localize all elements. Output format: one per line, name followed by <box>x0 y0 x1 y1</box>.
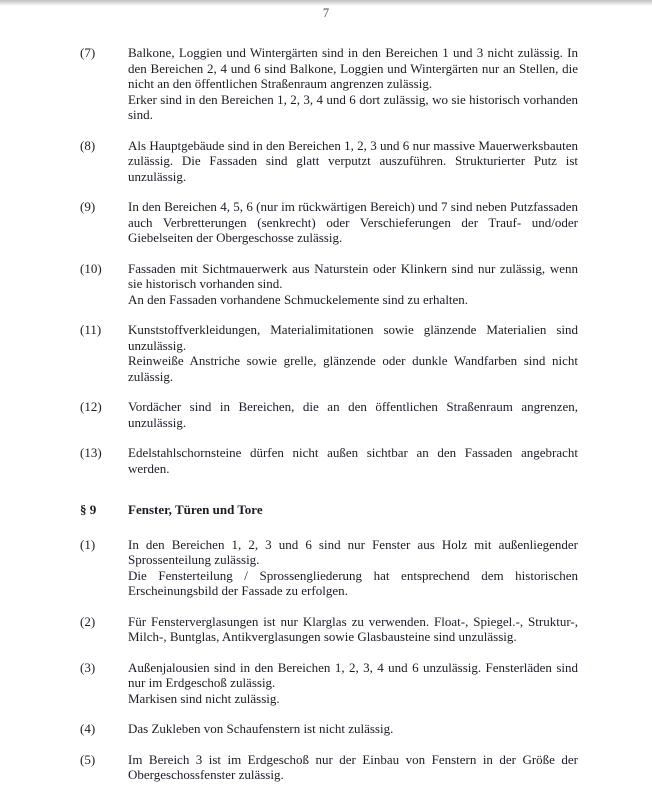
paragraph-item <box>80 45 578 123</box>
paragraph-item <box>80 445 578 476</box>
paragraph-body <box>128 261 578 308</box>
paragraph-body <box>128 752 578 783</box>
paragraph-number: (12) <box>80 399 102 414</box>
paragraph-item <box>80 199 578 246</box>
paragraph-number: (10) <box>80 260 102 276</box>
paragraph-item <box>80 322 578 384</box>
paragraph-text: Für Fensterverglasungen ist nur Klarglas zu verwenden. Float-, Spiegel.-, Struktur-, Milch-, Buntglas, Antikverglasungen sowie Glasbausteine sind unzulässig. <box>128 613 578 644</box>
paragraph-number: (13) <box>80 445 102 460</box>
paragraph-number: (3) <box>80 659 96 675</box>
paragraph-item <box>80 537 578 599</box>
paragraph-text: Außenjalousien sind in den Bereichen 1, 2, 3, 4 und 6 unzulässig. Fensterläden sind nur im Erdgeschoß zulässig. <box>128 659 578 690</box>
paragraph-number: (9) <box>80 199 96 214</box>
paragraph-number: (11) <box>80 322 102 337</box>
paragraph-text: Vordächer sind in Bereichen, die an den öffentlichen Straßenraum angrenzen, unzulässig. <box>128 399 578 430</box>
paragraph-item <box>80 138 578 185</box>
paragraph-body <box>128 537 578 599</box>
paragraph-body <box>128 660 578 707</box>
paragraph-text: Reinweiße Anstriche sowie grelle, glänzende oder dunkle Wandfarben sind nicht zulässig. <box>128 353 578 384</box>
paragraph-item <box>80 614 578 645</box>
sections <box>80 45 578 798</box>
paragraph-text: Kunststoffverkleidungen, Materialimitationen sowie glänzende Materialien sind unzulässig. <box>128 322 578 353</box>
paragraph-number: (5) <box>80 751 96 767</box>
paragraph-text: Balkone, Loggien und Wintergärten sind in den Bereichen 1 und 3 nicht zulässig. In den Bereichen 2, 4 und 6 sind Balkone, Loggien und Wintergärten nur an Stellen, die nicht an den öffentlichen Straßenraum angrenzen zulässig. <box>128 45 578 91</box>
paragraph-text: Fassaden mit Sichtmauerwerk aus Naturstein oder Klinkern sind nur zulässig, wenn sie historisch vorhanden sind. <box>128 260 578 291</box>
paragraph-body <box>128 614 578 645</box>
paragraph-body <box>128 399 578 430</box>
section-title: Fenster, Türen und Tore <box>128 502 263 517</box>
paragraph-number: (2) <box>80 613 96 629</box>
page-number: 7 <box>322 6 330 20</box>
paragraph-text: An den Fassaden vorhandene Schmuckelemente sind zu erhalten. <box>128 291 469 307</box>
paragraph-text: Die Fensterteilung / Sprossengliederung hat entsprechend dem historischen Erscheinungsbild der Fassade zu erfolgen. <box>128 567 578 598</box>
paragraph-text: In den Bereichen 4, 5, 6 (nur im rückwärtigen Bereich) und 7 sind neben Putzfassaden auch Verbretterungen (senkrecht) oder Verschieferungen der Trauf- und/oder Giebelseiten der Obergeschosse zulässig. <box>128 199 578 245</box>
paragraph-item <box>80 399 578 430</box>
paragraph-body <box>128 138 578 185</box>
paragraph-text: Als Hauptgebäude sind in den Bereichen 1, 2, 3 und 6 nur massive Mauerwerksbauten zulässig. Die Fassaden sind glatt verputzt auszuführen. Strukturierter Putz ist unzulässig. <box>128 137 578 184</box>
section-heading <box>80 502 578 518</box>
paragraph-item <box>80 261 578 308</box>
paragraph-text: Im Bereich 3 ist im Erdgeschoß nur der Einbau von Fenstern in der Größe der Obergeschossfenster zulässig. <box>128 751 578 782</box>
paragraph-item <box>80 752 578 783</box>
paragraph-number: (7) <box>80 45 96 60</box>
paragraph-body <box>128 445 578 476</box>
paragraph-number: (8) <box>80 137 96 153</box>
paragraph-text: Markisen sind nicht zulässig. <box>128 690 280 706</box>
paragraph-body <box>128 199 578 246</box>
paragraph-number: (4) <box>80 721 96 736</box>
paragraph-text: In den Bereichen 1, 2, 3 und 6 sind nur Fenster aus Holz mit außenliegender Sprossenteilung zulässig. <box>128 536 578 567</box>
paragraph-body <box>128 322 578 384</box>
paragraph-item <box>80 721 578 737</box>
paragraph-text: Erker sind in den Bereichen 1, 2, 3, 4 und 6 dort zulässig, wo sie historisch vorhanden sind. <box>128 91 578 122</box>
paragraph-body <box>128 721 578 737</box>
paragraph-number: (1) <box>80 536 96 552</box>
paragraph-item <box>80 660 578 707</box>
paragraph-text: Das Zukleben von Schaufenstern ist nicht zulässig. <box>128 721 394 736</box>
paragraph-body <box>128 45 578 123</box>
section-number: § 9 <box>80 502 97 517</box>
paragraph-text: Edelstahlschornsteine dürfen nicht außen sichtbar an den Fassaden angebracht werden. <box>128 445 578 476</box>
